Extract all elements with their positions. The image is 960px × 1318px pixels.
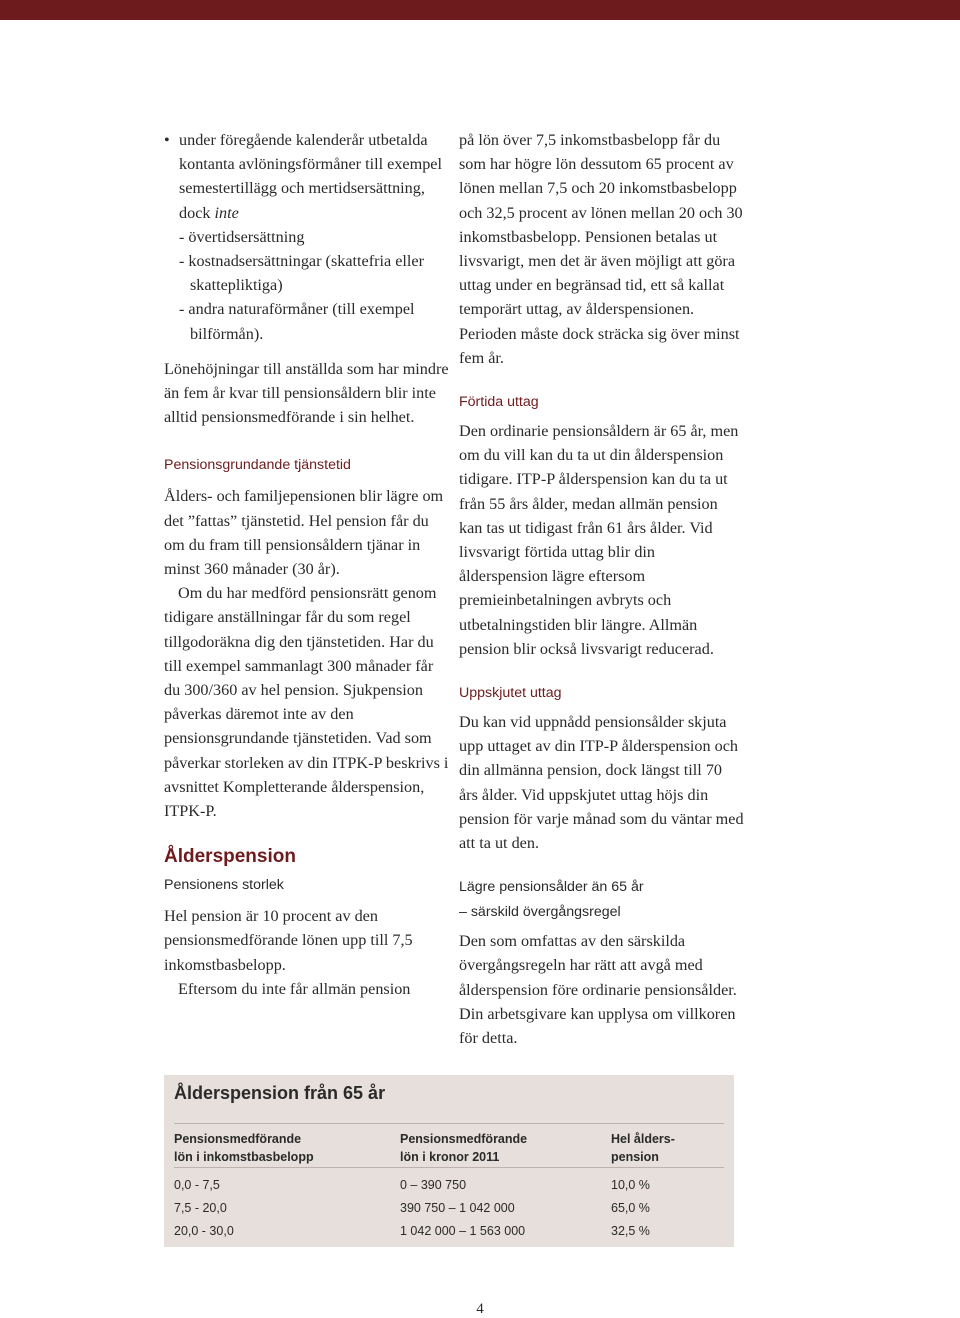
bullet-list	[164, 128, 449, 346]
table-cell: 0 – 390 750	[400, 1178, 467, 1192]
page-number: 4	[476, 1301, 484, 1317]
left-column	[164, 128, 449, 1001]
table-cell: 10,0 %	[611, 1178, 650, 1192]
heading-service-time: Pensionsgrundande tjänstetid	[164, 457, 351, 474]
paragraph-raises: Lönehöjningar till anställda som har mindre än fem år kvar till pensionsåldern blir inte alltid pensionsmedförande i sin helhet.	[164, 359, 449, 427]
bullet-text-italic: inte	[214, 203, 239, 222]
table-cell: 390 750 – 1 042 000	[400, 1201, 515, 1215]
top-color-bar	[0, 0, 960, 20]
heading-deferred-withdrawal: Uppskjutet uttag	[459, 685, 562, 702]
paragraph-service-2: Om du har medförd pensionsrätt genom tidigare anställningar får du som regel tillgodoräkna dig den tjänstetiden. Har du till exempel sammanlagt 300 månader får du 300/360 av hel pension. Sjukpension påverkas däremot inte av den pensionsgrundande tjänstetiden. Vad som påverkar storleken av din ITPK-P beskrivs i avsnittet Kompletterande ålderspension, ITPK-P.	[164, 584, 449, 821]
table-cell: 0,0 - 7,5	[174, 1178, 220, 1192]
heading-old-age-pension: Ålderspension	[164, 846, 296, 868]
table-divider	[174, 1167, 724, 1168]
heading-lower-age-1: Lägre pensionsålder än 65 år	[459, 879, 644, 896]
heading-pension-size: Pensionens storlek	[164, 877, 284, 894]
sub-item-expenses: - kostnadsersättningar (skattefria eller skattepliktiga)	[179, 252, 424, 295]
paragraph-continued: på lön över 7,5 inkomstbasbelopp får du som har högre lön dessutom 65 procent av lönen mellan 7,5 och 20 inkomstbasbelopp och 32,5 procent av lönen mellan 20 och 30 inkomstbasbelopp. Pensionen betalas ut livsvarigt, men det är även möjligt att göra uttag under en begränsad tid, ett så kallat temporärt uttag, av ålderspensionen. Perioden måste dock sträcka sig över minst fem år.	[459, 131, 743, 367]
table-header-full-pension: Hel ålders- pension	[611, 1132, 675, 1164]
paragraph-service-1: Ålders- och familjepensionen blir lägre om det ”fattas” tjänstetid. Hel pension får du om du fram till pensionsåldern tjänar in minst 360 månader (30 år).	[164, 487, 444, 579]
heading-early-withdrawal: Förtida uttag	[459, 394, 539, 411]
table-header-basic-amount: Pensionsmedförande lön i inkomstbasbelopp	[174, 1132, 314, 1164]
bullet-text: under föregående kalenderår utbetalda kontanta avlöningsförmåner till exempel semestertillägg och mertidsersättning, dock	[179, 131, 442, 222]
sub-item-overtime: - övertidsersättning	[179, 227, 305, 246]
paragraph-deferred: Du kan vid uppnådd pensionsålder skjuta upp uttaget av din ITP-P ålderspension och din allmänna pension, dock längst till 70 års ålder. Vid uppskjutet uttag höjs din pension för varje månad som du väntar med att ta ut den.	[459, 713, 744, 853]
sub-list	[179, 225, 449, 346]
table-cell: 32,5 %	[611, 1224, 650, 1238]
table-title: Ålderspension från 65 år	[174, 1083, 386, 1103]
list-item	[164, 128, 449, 346]
paragraph-lower-age: Den som omfattas av den särskilda övergångsregeln har rätt att avgå med ålderspension före ordinarie pensionsålder. Din arbetsgivare kan upplysa om villkoren för detta.	[459, 932, 737, 1048]
sub-item-benefits: - andra naturaförmåner (till exempel bilförmån).	[179, 300, 415, 343]
table-cell: 7,5 - 20,0	[174, 1201, 227, 1215]
table-cell: 1 042 000 – 1 563 000	[400, 1224, 526, 1238]
table-cell: 65,0 %	[611, 1201, 650, 1215]
table-header-kronor: Pensionsmedförande lön i kronor 2011	[400, 1132, 528, 1164]
paragraph-size-2: Eftersom du inte får allmän pension	[178, 979, 411, 998]
pension-table-box	[164, 1075, 734, 1247]
table-divider	[174, 1123, 724, 1124]
heading-lower-age-2: – särskild övergångsregel	[459, 904, 621, 921]
paragraph-size-1: Hel pension är 10 procent av den pensionsmedförande lönen upp till 7,5 inkomstbasbelopp.	[164, 907, 413, 974]
table-cell: 20,0 - 30,0	[174, 1224, 234, 1238]
right-column	[459, 128, 744, 1050]
paragraph-early: Den ordinarie pensionsåldern är 65 år, men om du vill kan du ta ut din ålderspension tidigare. ITP-P ålderspension kan du ta ut från 55 års ålder, medan allmän pension kan tas ut tidigast från 61 års ålder. Vid livsvarigt förtida uttag blir din ålderspension lägre eftersom premieinbetalningen avbryts och utbetalningstiden blir längre. Allmän pension blir också livsvarigt reducerad.	[459, 422, 739, 658]
